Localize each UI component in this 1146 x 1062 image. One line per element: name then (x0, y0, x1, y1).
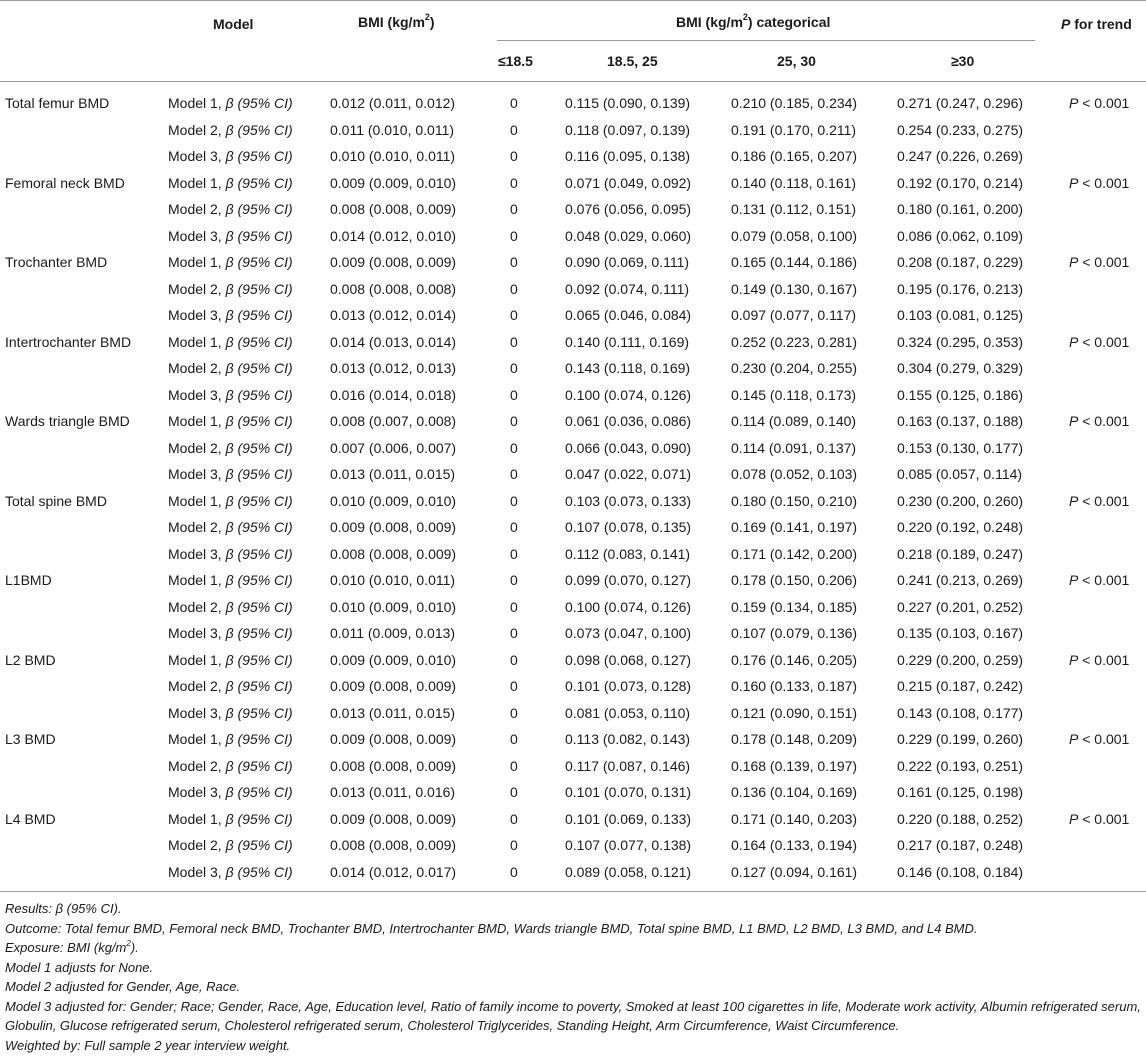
bmi-overweight-cell: 0.107 (0.079, 0.136) (731, 625, 858, 641)
model-cell: Model 3, β (95% CI) (168, 307, 293, 323)
outcome-cell: L4 BMD (5, 810, 56, 827)
note-model1: Model 1 adjusts for None. (5, 959, 154, 975)
bmi-obese-cell: 0.146 (0.108, 0.184) (897, 863, 1024, 880)
bmi-obese-cell: 0.153 (0.130, 0.177) (897, 439, 1024, 456)
bmi-normal-cell: 0.065 (0.046, 0.084) (565, 307, 692, 323)
model-cell: Model 2, β (95% CI) (168, 439, 293, 456)
table-row (0, 90, 1146, 117)
bmi-normal-cell: 0.140 (0.111, 0.169) (565, 333, 690, 350)
model-cell: Model 2, β (95% CI) (168, 360, 293, 376)
bmi-obese-cell: 0.161 (0.125, 0.198) (897, 784, 1024, 800)
bmi-le185-cell: 0 (510, 519, 518, 535)
bmi-le185-cell: 0 (510, 95, 518, 111)
header-rule (0, 81, 1146, 82)
outcome-cell: Total spine BMD (5, 492, 107, 509)
bmi-normal-cell: 0.118 (0.097, 0.139) (565, 121, 691, 138)
bmi-continuous-cell: 0.012 (0.011, 0.012) (330, 95, 456, 111)
table-row (0, 408, 1146, 435)
outcome-cell: L3 BMD (5, 731, 56, 747)
bmi-le185-cell: 0 (510, 757, 518, 774)
bmi-obese-cell: 0.304 (0.279, 0.329) (897, 360, 1024, 376)
top-rule (0, 0, 1146, 1)
table-row (0, 700, 1146, 727)
table-row (0, 223, 1146, 250)
bmi-obese-cell: 0.247 (0.226, 0.269) (897, 148, 1024, 164)
bmi-continuous-cell: 0.008 (0.008, 0.008) (330, 280, 457, 297)
bmi-continuous-cell: 0.009 (0.008, 0.009) (330, 519, 457, 535)
bmi-obese-cell: 0.180 (0.161, 0.200) (897, 201, 1024, 217)
bmi-le185-cell: 0 (510, 704, 518, 721)
bmi-obese-cell: 0.085 (0.057, 0.114) (897, 466, 1023, 482)
bmi-continuous-cell: 0.013 (0.011, 0.015) (330, 704, 456, 721)
table-row (0, 779, 1146, 806)
bmi-obese-cell: 0.241 (0.213, 0.269) (897, 572, 1024, 588)
p-for-trend-cell: P < 0.001 (1069, 174, 1130, 191)
bmi-continuous-cell: 0.008 (0.008, 0.009) (330, 757, 457, 774)
table-row (0, 859, 1146, 886)
bmi-overweight-cell: 0.178 (0.148, 0.209) (731, 731, 858, 747)
model-cell: Model 2, β (95% CI) (168, 757, 293, 774)
bmi-normal-cell: 0.107 (0.078, 0.135) (565, 519, 692, 535)
bmi-le185-cell: 0 (510, 810, 518, 827)
bmi-obese-cell: 0.229 (0.200, 0.259) (897, 651, 1024, 668)
bmi-continuous-cell: 0.016 (0.014, 0.018) (330, 386, 457, 403)
model-cell: Model 2, β (95% CI) (168, 201, 293, 217)
note-exposure: Exposure: BMI $(kg/m^2)$. (5, 938, 139, 955)
header-p-for-trend: P for trend (1061, 16, 1132, 32)
bmi-obese-cell: 0.135 (0.103, 0.167) (897, 625, 1024, 641)
outcome-cell: Trochanter BMD (5, 254, 108, 270)
bmi-overweight-cell: 0.230 (0.204, 0.255) (731, 360, 858, 376)
bmi-overweight-cell: 0.159 (0.134, 0.185) (731, 598, 858, 615)
bmi-le185-cell: 0 (510, 201, 518, 217)
bmi-le185-cell: 0 (510, 386, 518, 403)
model-cell: Model 1, β (95% CI) (168, 413, 293, 429)
table-row (0, 594, 1146, 621)
table-row (0, 567, 1146, 594)
note-model2: Model 2 adjusted for Gender, Age, Race. (5, 979, 241, 994)
bmi-continuous-cell: 0.011 (0.009, 0.013) (330, 625, 456, 641)
bmi-normal-cell: 0.100 (0.074, 0.126) (565, 598, 692, 615)
bmi-normal-cell: 0.099 (0.070, 0.127) (565, 572, 692, 588)
model-cell: Model 3, β (95% CI) (168, 625, 293, 641)
table-row (0, 541, 1146, 568)
bmi-obese-cell: 0.143 (0.108, 0.177) (897, 704, 1024, 721)
bmi-normal-cell: 0.117 (0.087, 0.146) (565, 757, 691, 774)
p-for-trend-cell: P < 0.001 (1069, 254, 1130, 270)
bmi-normal-cell: 0.101 (0.073, 0.128) (565, 678, 692, 694)
model-cell: Model 3, β (95% CI) (168, 704, 293, 721)
header-cat-overweight: 25, 30 (777, 53, 816, 69)
bmi-overweight-cell: 0.136 (0.104, 0.169) (731, 784, 858, 800)
bmi-normal-cell: 0.061 (0.036, 0.086) (565, 413, 692, 429)
model-cell: Model 1, β (95% CI) (168, 572, 293, 588)
bmi-overweight-cell: 0.210 (0.185, 0.234) (731, 95, 858, 111)
bmi-overweight-cell: 0.169 (0.141, 0.197) (731, 519, 858, 535)
bmi-overweight-cell: 0.191 (0.170, 0.211) (731, 121, 857, 138)
outcome-cell: Intertrochanter BMD (5, 333, 132, 350)
outcome-cell: Total femur BMD (5, 95, 110, 111)
bmi-normal-cell: 0.092 (0.074, 0.111) (565, 280, 690, 297)
bmi-normal-cell: 0.100 (0.074, 0.126) (565, 386, 692, 403)
bmi-normal-cell: 0.090 (0.069, 0.111) (565, 254, 690, 270)
bmi-continuous-cell: 0.014 (0.013, 0.014) (330, 333, 457, 350)
bmi-overweight-cell: 0.114 (0.091, 0.137) (731, 439, 857, 456)
p-for-trend-cell: P < 0.001 (1069, 572, 1130, 588)
bmi-obese-cell: 0.220 (0.192, 0.248) (897, 519, 1024, 535)
bmi-le185-cell: 0 (510, 863, 518, 880)
outcome-cell: L1BMD (5, 572, 52, 588)
table-row (0, 726, 1146, 753)
bmi-le185-cell: 0 (510, 360, 518, 376)
bmi-overweight-cell: 0.114 (0.089, 0.140) (731, 413, 857, 429)
bmi-obese-cell: 0.192 (0.170, 0.214) (897, 174, 1024, 191)
model-cell: Model 3, β (95% CI) (168, 386, 293, 403)
bmi-le185-cell: 0 (510, 280, 518, 297)
bmi-le185-cell: 0 (510, 837, 518, 853)
model-cell: Model 3, β (95% CI) (168, 466, 293, 482)
bmi-le185-cell: 0 (510, 678, 518, 694)
p-for-trend-cell: P < 0.001 (1069, 333, 1130, 350)
outcome-cell: Femoral neck BMD (5, 174, 125, 191)
model-cell: Model 1, β (95% CI) (168, 810, 293, 827)
bmi-normal-cell: 0.089 (0.058, 0.121) (565, 863, 692, 880)
table-row (0, 620, 1146, 647)
header-cat-normal: 18.5, 25 (607, 53, 658, 69)
bmi-le185-cell: 0 (510, 121, 518, 138)
bmi-continuous-cell: 0.013 (0.012, 0.014) (330, 307, 457, 323)
p-for-trend-cell: P < 0.001 (1069, 651, 1130, 668)
bmi-continuous-cell: 0.008 (0.008, 0.009) (330, 545, 457, 562)
model-cell: Model 3, β (95% CI) (168, 148, 293, 164)
bmi-overweight-cell: 0.164 (0.133, 0.194) (731, 837, 858, 853)
bmi-obese-cell: 0.227 (0.201, 0.252) (897, 598, 1024, 615)
model-cell: Model 1, β (95% CI) (168, 333, 293, 350)
header-bmi: BMI $(kg/m^2)$ (358, 12, 435, 30)
bmi-normal-cell: 0.113 (0.082, 0.143) (565, 731, 691, 747)
bmi-obese-cell: 0.086 (0.062, 0.109) (897, 227, 1024, 244)
bmi-overweight-cell: 0.079 (0.058, 0.100) (731, 227, 858, 244)
table-row (0, 143, 1146, 170)
table-row (0, 514, 1146, 541)
table-row (0, 753, 1146, 780)
bmi-le185-cell: 0 (510, 625, 518, 641)
bmi-obese-cell: 0.103 (0.081, 0.125) (897, 307, 1024, 323)
note-outcome: Outcome: Total femur BMD, Femoral neck BMD, Trochanter BMD, Intertrochanter BMD, Wards triangle BMD, Total spine BMD, L1 BMD, L2 BMD, L3 BMD, and L4 BMD. (5, 920, 978, 936)
bmi-le185-cell: 0 (510, 598, 518, 615)
bmi-le185-cell: 0 (510, 333, 518, 350)
model-cell: Model 2, β (95% CI) (168, 280, 293, 297)
bmi-le185-cell: 0 (510, 254, 518, 270)
bmi-continuous-cell: 0.010 (0.009, 0.010) (330, 598, 457, 615)
bmi-le185-cell: 0 (510, 492, 518, 509)
table-footnotes (5, 899, 1141, 1055)
table-row (0, 170, 1146, 197)
p-for-trend-cell: P < 0.001 (1069, 810, 1130, 827)
bmi-overweight-cell: 0.180 (0.150, 0.210) (731, 492, 858, 509)
bmi-continuous-cell: 0.010 (0.010, 0.011) (330, 572, 456, 588)
model-cell: Model 1, β (95% CI) (168, 492, 293, 509)
bmi-le185-cell: 0 (510, 148, 518, 164)
bmi-le185-cell: 0 (510, 439, 518, 456)
bmi-overweight-cell: 0.121 (0.090, 0.151) (731, 704, 858, 721)
model-cell: Model 2, β (95% CI) (168, 519, 293, 535)
bmi-overweight-cell: 0.097 (0.077, 0.117) (731, 307, 857, 323)
p-for-trend-cell: P < 0.001 (1069, 492, 1130, 509)
bmi-continuous-cell: 0.009 (0.008, 0.009) (330, 678, 457, 694)
bmi-normal-cell: 0.073 (0.047, 0.100) (565, 625, 692, 641)
bmi-overweight-cell: 0.252 (0.223, 0.281) (731, 333, 858, 350)
bmi-normal-cell: 0.103 (0.073, 0.133) (565, 492, 692, 509)
outcome-cell: Wards triangle BMD (5, 413, 130, 429)
bmi-normal-cell: 0.048 (0.029, 0.060) (565, 227, 692, 244)
table-row (0, 117, 1146, 144)
table-row (0, 302, 1146, 329)
bmi-normal-cell: 0.116 (0.095, 0.138) (565, 148, 691, 164)
bmi-overweight-cell: 0.178 (0.150, 0.206) (731, 572, 858, 588)
bmi-obese-cell: 0.215 (0.187, 0.242) (897, 678, 1024, 694)
bmi-overweight-cell: 0.160 (0.133, 0.187) (731, 678, 858, 694)
bmi-obese-cell: 0.229 (0.199, 0.260) (897, 731, 1024, 747)
bmi-obese-cell: 0.271 (0.247, 0.296) (897, 95, 1024, 111)
bmi-continuous-cell: 0.008 (0.007, 0.008) (330, 413, 457, 429)
bmi-continuous-cell: 0.009 (0.009, 0.010) (330, 174, 457, 191)
model-cell: Model 1, β (95% CI) (168, 651, 293, 668)
table-row (0, 276, 1146, 303)
table-row (0, 355, 1146, 382)
outcome-cell: L2 BMD (5, 651, 56, 668)
bmi-normal-cell: 0.071 (0.049, 0.092) (565, 174, 692, 191)
bmi-overweight-cell: 0.165 (0.144, 0.186) (731, 254, 858, 270)
bmi-overweight-cell: 0.127 (0.094, 0.161) (731, 863, 858, 880)
model-cell: Model 1, β (95% CI) (168, 174, 293, 191)
table-row (0, 647, 1146, 674)
bmi-continuous-cell: 0.011 (0.010, 0.011) (330, 121, 455, 138)
bmi-overweight-cell: 0.171 (0.142, 0.200) (731, 545, 858, 562)
bmi-normal-cell: 0.143 (0.118, 0.169) (565, 360, 691, 376)
bmi-le185-cell: 0 (510, 466, 518, 482)
header-model: Model (213, 16, 254, 32)
bmi-overweight-cell: 0.176 (0.146, 0.205) (731, 651, 858, 668)
bmi-normal-cell: 0.066 (0.043, 0.090) (565, 439, 692, 456)
table-row (0, 249, 1146, 276)
table-row (0, 435, 1146, 462)
model-cell: Model 1, β (95% CI) (168, 254, 293, 270)
bmi-overweight-cell: 0.145 (0.118, 0.173) (731, 386, 857, 403)
bmi-obese-cell: 0.217 (0.187, 0.248) (897, 837, 1024, 853)
model-cell: Model 1, β (95% CI) (168, 731, 293, 747)
table-row (0, 329, 1146, 356)
p-for-trend-cell: P < 0.001 (1069, 413, 1130, 429)
bmi-obese-cell: 0.222 (0.193, 0.251) (897, 757, 1024, 774)
header-cat-obese: ≥30 (951, 53, 975, 69)
bmi-overweight-cell: 0.149 (0.130, 0.167) (731, 280, 858, 297)
bmi-obese-cell: 0.218 (0.189, 0.247) (897, 545, 1024, 562)
bmi-le185-cell: 0 (510, 174, 518, 191)
bmi-overweight-cell: 0.168 (0.139, 0.197) (731, 757, 858, 774)
bmi-continuous-cell: 0.009 (0.008, 0.009) (330, 810, 457, 827)
bmi-normal-cell: 0.101 (0.069, 0.133) (565, 810, 692, 827)
model-cell: Model 1, β (95% CI) (168, 95, 293, 111)
bmi-normal-cell: 0.047 (0.022, 0.071) (565, 466, 692, 482)
bmi-normal-cell: 0.076 (0.056, 0.095) (565, 201, 692, 217)
categorical-group-rule (497, 40, 1035, 41)
bottom-rule (0, 891, 1146, 892)
bmi-le185-cell: 0 (510, 572, 518, 588)
bmi-le185-cell: 0 (510, 731, 518, 747)
bmi-continuous-cell: 0.008 (0.008, 0.009) (330, 837, 457, 853)
table-row (0, 382, 1146, 409)
bmi-normal-cell: 0.081 (0.053, 0.110) (565, 704, 691, 721)
bmi-obese-cell: 0.163 (0.137, 0.188) (897, 413, 1024, 429)
bmi-overweight-cell: 0.078 (0.052, 0.103) (731, 466, 858, 482)
bmi-continuous-cell: 0.007 (0.006, 0.007) (330, 439, 457, 456)
bmi-continuous-cell: 0.014 (0.012, 0.017) (330, 863, 457, 880)
model-cell: Model 2, β (95% CI) (168, 678, 293, 694)
bmi-continuous-cell: 0.009 (0.008, 0.009) (330, 254, 457, 270)
bmi-obese-cell: 0.208 (0.187, 0.229) (897, 254, 1024, 270)
bmi-obese-cell: 0.230 (0.200, 0.260) (897, 492, 1024, 509)
bmi-le185-cell: 0 (510, 784, 518, 800)
bmi-le185-cell: 0 (510, 227, 518, 244)
bmi-le185-cell: 0 (510, 651, 518, 668)
bmi-obese-cell: 0.254 (0.233, 0.275) (897, 121, 1024, 138)
header-bmi-categorical: BMI $(kg/m^2)$ categorical (676, 12, 831, 30)
bmi-obese-cell: 0.195 (0.176, 0.213) (897, 280, 1024, 297)
bmi-normal-cell: 0.107 (0.077, 0.138) (565, 837, 692, 853)
bmi-le185-cell: 0 (510, 307, 518, 323)
bmi-le185-cell: 0 (510, 413, 518, 429)
model-cell: Model 3, β (95% CI) (168, 227, 293, 244)
bmi-continuous-cell: 0.014 (0.012, 0.010) (330, 227, 457, 244)
note-weighted: Weighted by: Full sample 2 year interview weight. (5, 1037, 291, 1053)
table-row (0, 832, 1146, 859)
model-cell: Model 3, β (95% CI) (168, 545, 293, 562)
table-row (0, 806, 1146, 833)
note-results: Results: β (95% CI). (5, 901, 122, 916)
bmi-le185-cell: 0 (510, 545, 518, 562)
bmi-continuous-cell: 0.009 (0.009, 0.010) (330, 651, 457, 668)
p-for-trend-cell: P < 0.001 (1069, 95, 1130, 111)
model-cell: Model 3, β (95% CI) (168, 863, 293, 880)
bmi-continuous-cell: 0.013 (0.012, 0.013) (330, 360, 457, 376)
table-row (0, 196, 1146, 223)
bmi-normal-cell: 0.101 (0.070, 0.131) (565, 784, 692, 800)
bmi-overweight-cell: 0.131 (0.112, 0.151) (731, 201, 857, 217)
bmi-continuous-cell: 0.010 (0.009, 0.010) (330, 492, 457, 509)
table-row (0, 488, 1146, 515)
bmi-obese-cell: 0.324 (0.295, 0.353) (897, 333, 1024, 350)
table-body (0, 90, 1146, 885)
bmi-continuous-cell: 0.013 (0.011, 0.015) (330, 466, 456, 482)
model-cell: Model 3, β (95% CI) (168, 784, 293, 800)
bmi-normal-cell: 0.112 (0.083, 0.141) (565, 545, 691, 562)
table-row (0, 461, 1146, 488)
bmi-continuous-cell: 0.009 (0.008, 0.009) (330, 731, 457, 747)
bmi-normal-cell: 0.098 (0.068, 0.127) (565, 651, 692, 668)
bmi-obese-cell: 0.155 (0.125, 0.186) (897, 386, 1024, 403)
bmi-obese-cell: 0.220 (0.188, 0.252) (897, 810, 1024, 827)
bmi-continuous-cell: 0.013 (0.011, 0.016) (330, 784, 456, 800)
model-cell: Model 2, β (95% CI) (168, 598, 293, 615)
bmi-continuous-cell: 0.010 (0.010, 0.011) (330, 148, 456, 164)
bmi-overweight-cell: 0.171 (0.140, 0.203) (731, 810, 858, 827)
model-cell: Model 2, β (95% CI) (168, 121, 293, 138)
table-row (0, 673, 1146, 700)
bmi-normal-cell: 0.115 (0.090, 0.139) (565, 95, 691, 111)
p-for-trend-cell: P < 0.001 (1069, 731, 1130, 747)
note-model3: Model 3 adjusted for: Gender; Race; Gender, Race, Age, Education level, Ratio of family income to poverty, Smoked at least 100 cigarettes in life, Moderate work activity, Albumin refrigerated serum, Globulin, Glucose refrigerated serum, Cholesterol refrigerated serum, Cholesterol Triglycerides, Standing Height, Arm Circumference, Waist Circumference. (5, 998, 1141, 1033)
bmi-overweight-cell: 0.140 (0.118, 0.161) (731, 174, 857, 191)
model-cell: Model 2, β (95% CI) (168, 837, 293, 853)
bmi-overweight-cell: 0.186 (0.165, 0.207) (731, 148, 858, 164)
header-cat-le185: ≤18.5 (498, 53, 533, 69)
bmi-continuous-cell: 0.008 (0.008, 0.009) (330, 201, 457, 217)
